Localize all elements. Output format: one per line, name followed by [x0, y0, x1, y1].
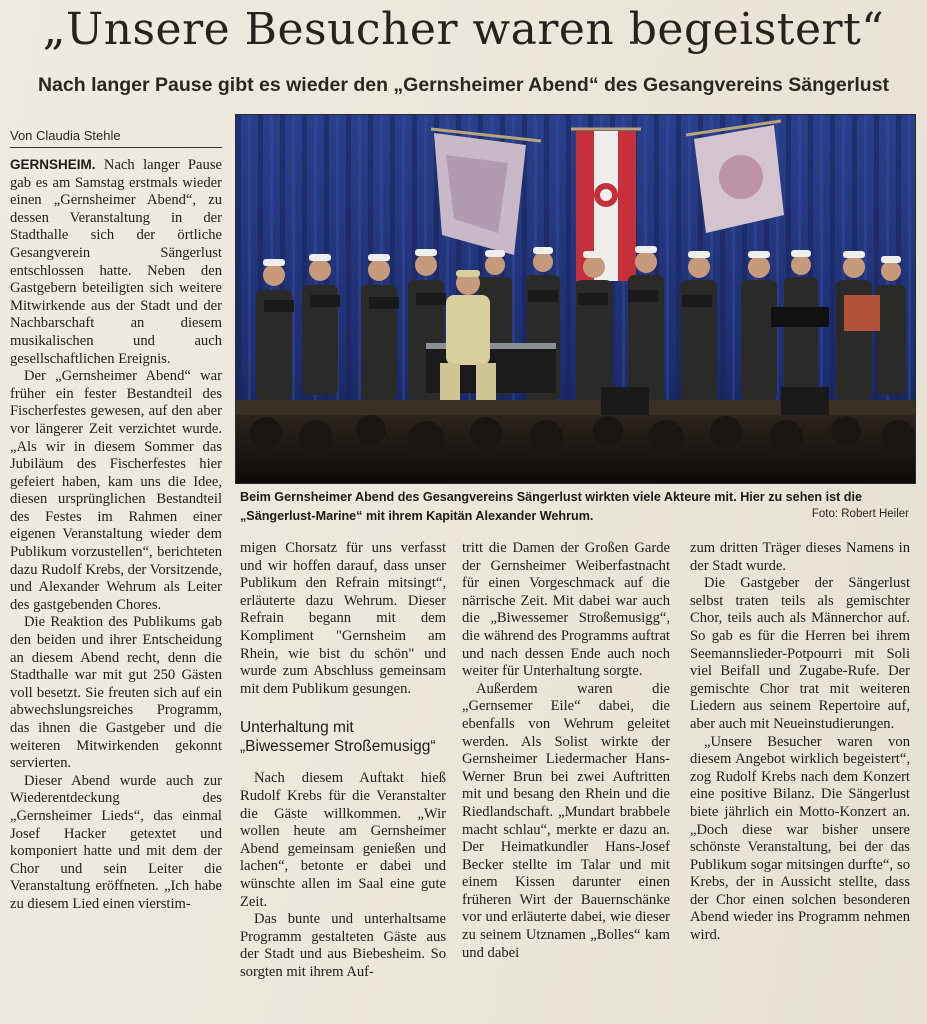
- paragraph: Nach diesem Auftakt hieß Rudolf Krebs für die Veranstalter die Gäste willkommen. „Wir wollen heute am Gernsheimer Abend gemeinsam genießen und lachen“, betonte er dabei und wünschte allen im Saal eine gute Zeit.: [240, 770, 446, 910]
- paragraph: Außerdem waren die „Gernsemer Eile“ dabei, die ebenfalls von Wehrum geleitet werden. Als Solist wirkte der Gernsheimer Liedermacher Hans-Werner Brun bei zwei Auftritten mit und besang den Rhein und die Riedlandschaft. „Mundart brabbele macht schlau“, merkte er dazu an. Der Heimatkundler Hans-Josef Becker stellte im Talar und mit einem Kissen darunter einen früheren Wirt der Bauernschänke vor und erläuterte dabei, wie dieser zu seinem Utznamen „Bolles“ kam und dabei: [462, 680, 670, 961]
- paragraph-text: Nach langer Pause gab es am Samstag erstmals wieder einen „Gernsheimer Abend“, zu dessen Veranstaltung in der Stadthalle sich der örtliche Gesangverein Sängerlust entschlossen hatte. Neben den Gastgebern beteiligten sich weitere Mitwirkende aus der Stadt und der Nachbarschaft an diesem musikalischen und auch gesellschaftlichen Ereignis.: [10, 157, 222, 367]
- paragraph: Die Reaktion des Publikums gab den beiden und ihrer Entscheidung an diesem Abend recht, denn die Stadthalle war mit gut 250 Gästen voll besetzt. Sie freuten sich auf ein abwechslungsreiches Programm, das ihnen die Gastgeber und die weiteren Mitwirkenden gekonnt servierten.: [10, 614, 222, 772]
- headline: „Unsere Besucher waren begeistert“: [42, 4, 885, 55]
- audience: [236, 415, 915, 483]
- article-column-2: [240, 540, 446, 1024]
- article-column-4: [690, 540, 910, 1024]
- paragraph: tritt die Damen der Großen Garde der Gernsheimer Weiberfastnacht für einen Vorgeschmack auf die närrische Zeit. Mit dabei war auch die „Biwessemer Stroßemusigg“, die während des Programms auftrat und nach dessen Ende auch noch weiter für Unterhaltung sorgte.: [462, 540, 670, 680]
- accordion: [844, 295, 880, 331]
- paragraph: zum dritten Träger dieses Namens in der Stadt wurde.: [690, 540, 910, 574]
- monitor-speaker: [781, 387, 829, 417]
- section-heading-line-2: „Biwessemer Stroßemusigg“: [240, 738, 436, 756]
- paragraph: Dieser Abend wurde auch zur Wiederentdeckung des „Gernsheimer Lieds“, das einmal Josef Hacker getextet und komponiert hatte und mit dem der Chor und sein Leiter die Veranstaltung eröffneten. „Ich habe zu diesem Lied einen vierstim-: [10, 772, 222, 912]
- subheadline: Nach langer Pause gibt es wieder den „Gernsheimer Abend“ des Gesangvereins Sängerlust: [37, 74, 890, 96]
- paragraph: [10, 156, 222, 368]
- music-stand: [771, 307, 829, 327]
- stage-illustration: [236, 115, 915, 483]
- monitor-speaker: [601, 387, 649, 417]
- photo-caption: Beim Gernsheimer Abend des Gesangvereins Sängerlust wirkten viele Akteure mit. Hier zu sehen ist die „Sängerlust-Marine“ mit ihrem Kapitän Alexander Wehrum.: [240, 490, 862, 523]
- photo-credit: Foto: Robert Heiler: [811, 508, 909, 520]
- center-flag: [571, 129, 641, 281]
- section-heading-line-1: Unterhaltung mit: [240, 719, 354, 737]
- byline: Von Claudia Stehle: [10, 128, 222, 148]
- article-column-1: [10, 156, 222, 1024]
- paragraph: „Unsere Besucher waren von diesem Angebot wirklich begeistert“, zog Rudolf Krebs nach dem Konzert eine positive Bilanz. Die Sängerlust biete jährlich ein Motto-Konzert an. „Doch diese war bisher unsere schönste Veranstaltung, bei der das Publikum sogar mitsingen durfte“, so Krebs, der in Aussicht stellte, dass der Chor einen solchen besonderen Abend wieder ins Programm nehmen wird.: [690, 733, 910, 944]
- article-column-3: [462, 540, 670, 1024]
- choir-stage-photo: [235, 114, 916, 484]
- paragraph: migen Chorsatz für uns verfasst und wir hoffen darauf, dass unser Publikum den Refrain mitsingt“, erläuterte dazu Wehrum. Dieser Refrain begann mit dem Kompliment "Gernsheim am Rhein, wie bist du schön" und wurde zum Abschluss gemeinsam mit dem Publikum gesungen.: [240, 540, 446, 697]
- paragraph: Das bunte und unterhaltsame Programm gestalteten Gäste aus der Stadt und aus Biebesheim. So sorgten mit ihrem Auf-: [240, 911, 446, 980]
- section-heading: [240, 718, 446, 756]
- paragraph: Der „Gernsheimer Abend“ war früher ein fester Bestandteil des Fischerfestes gewesen, auf den aber vor längerer Zeit verzichtet wurde. „Als wir in diesem Sommer das Jubiläum des Fischerfestes hier gefeiert haben, kam uns die Idee, diesen ursprünglichen Bestandteil des Festes im Rahmen einer eigenen Veranstaltung wieder dem Publikum vorzustellen“, berichteten dazu Rudolf Krebs, der Vorsitzende, und Alexander Wehrum als Leiter des gastgebenden Chores.: [10, 368, 222, 613]
- dateline: GERNSHEIM.: [10, 157, 96, 172]
- paragraph: Die Gastgeber der Sängerlust selbst traten teils als gemischter Chor, teils auch als Männerchor auf. So gab es für die Herren bei ihrem Seemannslieder-Potpourri mit Soli viel Beifall und Zugabe-Rufe. Der gemischte Chor trat mit weiteren Liedern aus seinem Repertoire auf, aber auch mit Neueinstudierungen.: [690, 575, 910, 732]
